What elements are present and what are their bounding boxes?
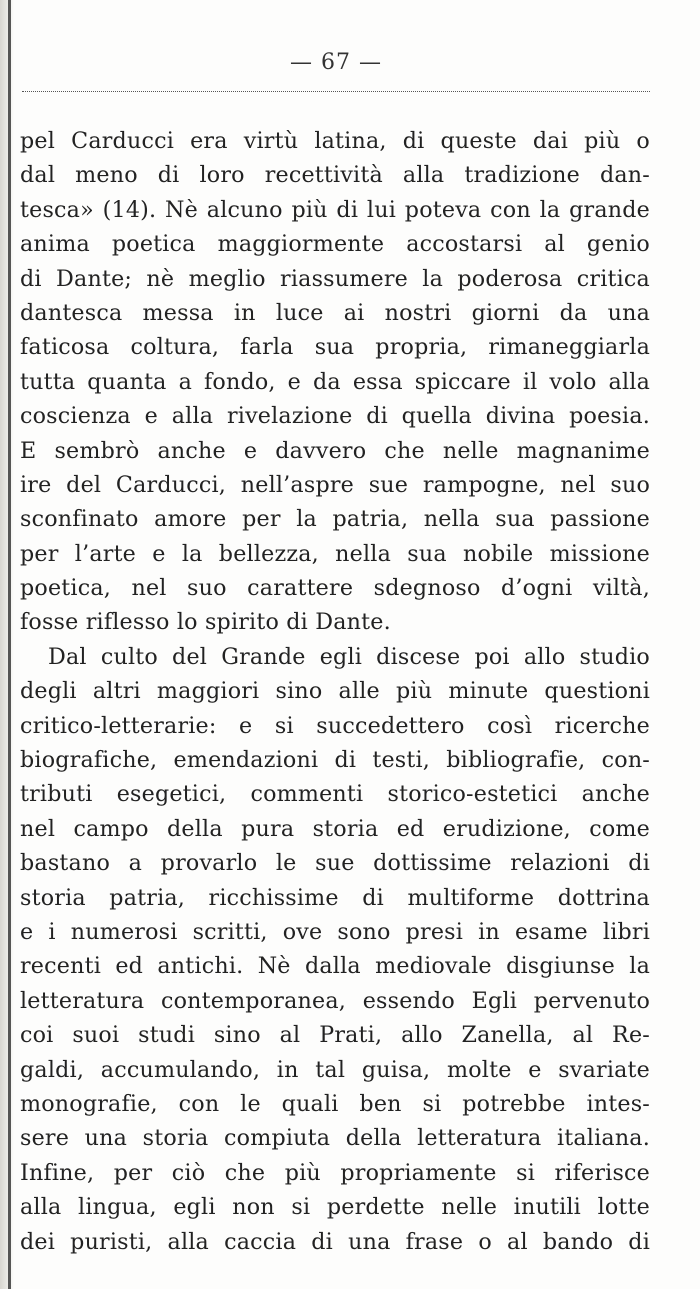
binding-gutter xyxy=(0,0,14,1289)
paragraph-first-line: Dal culto del Grande egli discese poi allo studio xyxy=(48,643,650,670)
text-line: storia patria, ricchissime di multiforme dottrina xyxy=(20,884,650,911)
text-line: pel Carducci era virtù latina, di queste dai più o xyxy=(20,128,650,154)
text-line: tutta quanta a fondo, e da essa spiccare il volo alla xyxy=(20,368,650,395)
text-line: E sembrò anche e davvero che nelle magnanime xyxy=(20,437,650,464)
text-line: coscienza e alla rivelazione di quella divina poesia. xyxy=(20,403,650,430)
text-line: bastano a provarlo le sue dottissime relazioni di xyxy=(20,850,650,877)
text-line: degli altri maggiori sino alle più minute questioni xyxy=(20,678,650,705)
header-dotted-rule xyxy=(22,91,650,92)
text-line: critico-letterarie: e si succedettero così ricerche xyxy=(20,712,650,739)
text-line: tributi esegetici, commenti storico-estetici anche xyxy=(20,781,650,808)
text-line: alla lingua, egli non si perdette nelle inutili lotte xyxy=(20,1194,650,1221)
text-line: dal meno di loro recettività alla tradizione dan- xyxy=(20,162,650,189)
text-line: biografiche, emendazioni di testi, bibliografie, con- xyxy=(20,747,650,774)
text-line: sconfinato amore per la patria, nella sua passione xyxy=(20,506,650,533)
text-line: galdi, accumulando, in tal guisa, molte e svariate xyxy=(20,1056,650,1083)
text-line: Infine, per ciò che più propriamente si riferisce xyxy=(20,1159,650,1186)
text-line: poetica, nel suo carattere sdegnoso d’ogni viltà, xyxy=(20,575,650,602)
text-line: dei puristi, alla caccia di una frase o al bando di xyxy=(20,1228,650,1255)
text-line: nel campo della pura storia ed erudizione, come xyxy=(20,815,650,842)
text-line: recenti ed antichi. Nè dalla mediovale disgiunse la xyxy=(20,953,650,980)
body-text xyxy=(20,124,650,1259)
text-line: di Dante; nè meglio riassumere la poderosa critica xyxy=(20,265,650,292)
text-line: coi suoi studi sino al Prati, allo Zanella, al Re- xyxy=(20,1022,650,1049)
text-line: dantesca messa in luce ai nostri giorni da una xyxy=(20,299,650,326)
text-line: sere una storia compiuta della letteratura italiana. xyxy=(20,1125,650,1152)
text-line: tesca» (14). Nè alcuno più di lui poteva con la grande xyxy=(20,196,650,223)
text-line: monografie, con le quali ben si potrebbe intes- xyxy=(20,1090,650,1117)
text-line: per l’arte e la bellezza, nella sua nobile missione xyxy=(20,540,650,567)
binding-edge-line xyxy=(8,0,11,1289)
text-line: e i numerosi scritti, ove sono presi in esame libri xyxy=(20,918,650,945)
text-line: letteratura contemporanea, essendo Egli pervenuto xyxy=(20,987,650,1014)
text-line: ire del Carducci, nell’aspre sue rampogne, nel suo xyxy=(20,471,650,498)
page-number: — 67 — xyxy=(290,50,382,75)
paragraph-last-line: fosse riflesso lo spirito di Dante. xyxy=(20,609,391,636)
text-line: anima poetica maggiormente accostarsi al genio xyxy=(20,231,650,258)
text-line: faticosa coltura, farla sua propria, rimaneggiarla xyxy=(20,334,650,361)
